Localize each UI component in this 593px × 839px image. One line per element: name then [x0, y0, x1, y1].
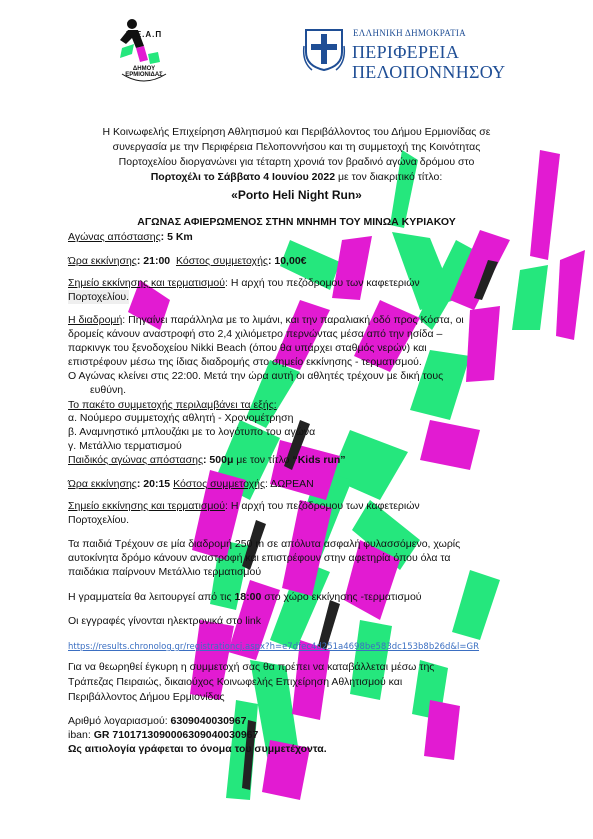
race-route-line-4: Ο Αγώνας κλείνει στις 22:00. Μετά την ώρα αυτή οι αθλητές τρέχουν με δική τους: [68, 370, 444, 382]
race-distance-label: Αγώνας απόστασης: [68, 231, 161, 243]
memorial-heading: ΑΓΩΝΑΣ ΑΦΙΕΡΩΜΕΝΟΣ ΣΤΗΝ ΜΝΗΜΗ ΤΟΥ ΜΙΝΩΑ ΚΥΡΙΑΚΟΥ: [137, 216, 456, 228]
kids-distance: [68, 453, 346, 467]
registration-text: Οι εγγραφές γίνονται ηλεκτρονικά στο link: [68, 615, 262, 627]
region-logo-line1: ΕΛΛΗΝΙΚΗ ΔΗΜΟΚΡΑΤΙΑ: [353, 28, 466, 38]
race-route-line-5: ευθύνη.: [90, 384, 127, 396]
race-cost-label: Κόστος συμμετοχής: [175, 255, 268, 267]
kids-start-value: : 20:15: [136, 478, 171, 490]
iban-value: GR 7101713090006309040030967: [93, 729, 259, 741]
package-item-3: γ. Μετάλλιο τερματισμού: [68, 440, 182, 452]
kids-start-cost: [68, 477, 314, 491]
event-date: Πορτοχέλι το Σάββατο 4 Ιουνίου 2022: [150, 171, 336, 183]
kids-distance-value: : 500μ: [203, 454, 234, 466]
race-route-line-0: [68, 313, 464, 327]
race-route-line-3: επιστρέφουν μέσω της ίδιας διαδρομής στο σημείο εκκίνησης - τερματισμού.: [68, 356, 422, 368]
payment-line-2: Τράπεζας Πειραιώς, δικαιούχος Κοινωφελής Επιχείρηση Αθλητισμού και: [68, 676, 403, 688]
event-title: «Porto Heli Night Run»: [231, 188, 362, 202]
secretariat-info: [68, 590, 422, 604]
account-value: 6309040030967: [170, 715, 247, 727]
race-location: [68, 276, 420, 290]
kids-desc-line-3: παιδάκια παίρνουν Μετάλλιο τερματισμού: [68, 566, 262, 578]
race-start-cost: [68, 254, 307, 268]
secretariat-text-b: στο χώρο εκκίνησης -τερματισμού: [261, 591, 422, 603]
payment-line-3: Περιβάλλοντος Δήμου Ερμιονίδας: [68, 691, 225, 703]
registration-link[interactable]: https://results.chronolog.gr/registrationcj.aspx?h=e7dfec4d251a4698be583dc153b8b26d&l=GR: [68, 642, 480, 652]
account-label: Αριθμό λογαριασμού:: [68, 715, 171, 727]
race-cost-value: : 10,00€: [267, 255, 307, 267]
race-location-label: Σημείο εκκίνησης και τερματισμού: [68, 277, 226, 289]
kids-location: [68, 499, 420, 513]
payment-line-1: Για να θεωρηθεί έγκυρη η συμμετοχή σας θα πρέπει να καταβάλλεται μέσω της: [68, 661, 435, 673]
race-route-line-1: δρομείς κάνουν αναστροφή στο 2,4 χιλιόμετρο περνώντας μέσα από την ησίδα –: [68, 328, 443, 340]
intro-line-1: Η Κοινωφελής Επιχείρηση Αθλητισμού και Περιβάλλοντος του Δήμου Ερμιονίδας σε: [102, 126, 491, 138]
package-item-1: α. Νούμερο συμμετοχής αθλητή - Χρονομέτρηση: [68, 412, 294, 424]
secretariat-time: 18:00: [234, 591, 262, 603]
kids-desc-line-1: Τα παιδιά Τρέχουν σε μία διαδρομή 250 m σε απόλυτα ασφαλή φυλασσόμενο, χωρίς: [68, 538, 461, 550]
race-route-text-0: : Πηγαίνει παράλληλα με το λιμάνι, και την παραλιακή οδό προς Κόστα, οι: [122, 314, 464, 326]
kids-distance-label: Παιδικός αγώνας απόστασης: [68, 454, 204, 466]
keap-logo-arc-text: ΔΗΜΟΥ ΕΡΜΙΟΝΙΔΑΣ: [125, 66, 163, 78]
intro-line-4: [0, 170, 593, 184]
race-location-value-2: Πορτοχελίου.: [68, 291, 130, 303]
race-route-label: Η διαδρομή: [68, 314, 123, 326]
kids-cost-value: : ΔΩΡΕΑΝ: [265, 478, 314, 490]
payment-reason: Ως αιτιολογία γράφεται το όνομα του συμμετέχοντα.: [68, 743, 327, 755]
greek-coat-of-arms-icon: [302, 26, 346, 72]
iban: [68, 728, 258, 742]
intro-line-3: Πορτοχελίου διοργανώνει για τέταρτη χρονιά τον βραδινό αγώνα δρόμου στο: [118, 156, 475, 168]
kids-location-value-2: Πορτοχελίου.: [68, 514, 130, 526]
kids-distance-rest: με τον τίτλο: [233, 454, 293, 466]
keap-logo-title: Κ.Ε.Α.Π: [125, 30, 163, 39]
race-route-line-2: παρκινγκ του ξενοδοχείου Nikki Beach (όπου θα υπάρχει σταθμός νερών) και: [68, 342, 427, 354]
region-logo-line3: ΠΕΛΟΠΟΝΝΗΣΟΥ: [352, 62, 506, 82]
kids-start-label: Ώρα εκκίνησης: [68, 478, 137, 490]
intro-line-4-rest: με τον διακριτικό τίτλο:: [335, 171, 443, 183]
race-location-value: : Η αρχή του πεζόδρομου των καφετεριών: [225, 277, 420, 289]
kids-location-label: Σημείο εκκίνησης και τερματισμού: [68, 500, 226, 512]
kids-cost-label: Κόστος συμμετοχής: [173, 478, 266, 490]
package-item-2: β. Αναμνηστικό μπλουζάκι με το λογότυπο του αγώνα: [68, 426, 316, 438]
kids-desc-line-2: αυτοκίνητα δρόμο κάνουν αναστροφή και επιστρέφουν στην αφετηρία όπου όλα τα: [68, 552, 451, 564]
iban-label: iban:: [68, 729, 94, 741]
kids-run-title: “Kids run”: [292, 454, 346, 466]
kids-location-value: : Η αρχή του πεζόδρομου των καφετεριών: [225, 500, 420, 512]
secretariat-text-a: Η γραμματεία θα λειτουργεί από τις: [68, 591, 235, 603]
race-distance-value: : 5 Km: [160, 231, 193, 243]
account-number: [68, 714, 246, 728]
package-title: Το πακέτο συμμετοχής περιλαμβάνει τα εξής:: [68, 399, 277, 411]
race-start-label: Ώρα εκκίνησης: [68, 255, 137, 267]
region-logo-line2: ΠΕΡΙΦΕΡΕΙΑ: [352, 42, 460, 62]
race-start-value: : 21:00: [136, 255, 171, 267]
race-distance: [68, 230, 193, 244]
intro-line-2: συνεργασία με την Περιφέρεια Πελοποννήσου και τη συμμετοχή της Κοινότητας: [112, 141, 481, 153]
